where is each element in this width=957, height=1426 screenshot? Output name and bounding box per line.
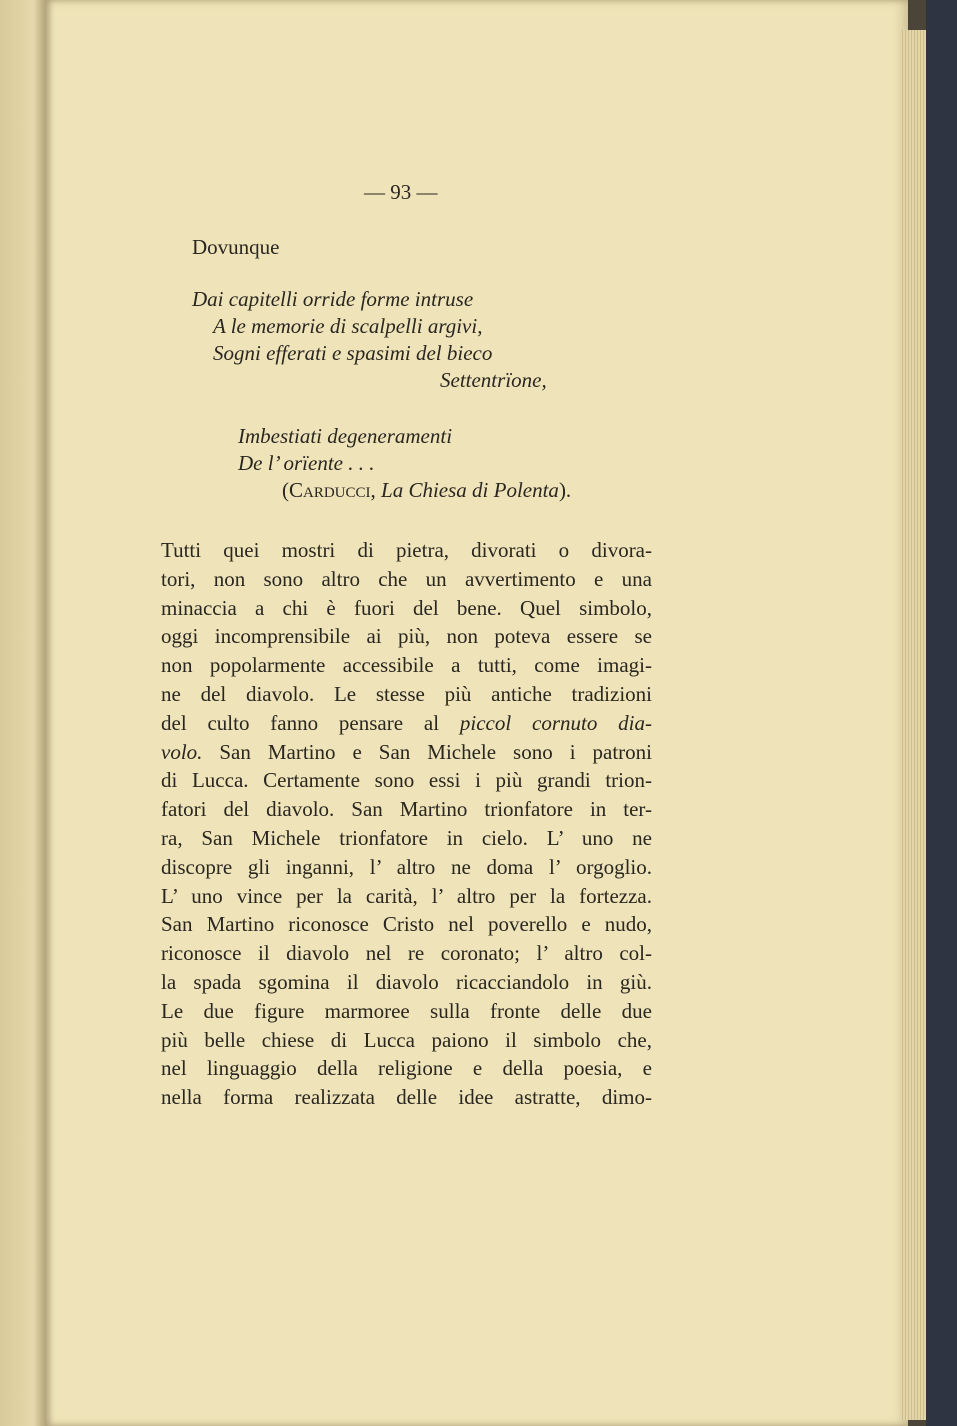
citation-paren: ( [282,478,289,502]
body-line [161,1056,652,1080]
body-line [161,624,652,648]
text-segment: Le due figure marmoree sulla fronte delle due [161,998,652,1023]
text-segment: minaccia a chi è fuori del bene. Quel simbolo, [161,595,652,620]
body-line [161,884,652,908]
poem-line: Imbestiati degeneramenti [238,424,453,448]
body-line [161,653,652,677]
text-segment: di Lucca. Certamente sono essi i più grandi trion- [161,768,652,793]
text-segment: riconosce il diavolo nel re coronato; l’ altro col- [161,941,652,966]
body-line [161,797,652,821]
body-line [161,740,652,764]
text-segment: discopre gli inganni, l’ altro ne doma l’ orgoglio. [161,854,652,879]
text-segment: tori, non sono altro che un avvertimento e una [161,566,652,591]
citation-title: La Chiesa di Polenta [381,478,559,502]
italic-text: piccol cornuto dia- [459,710,652,735]
body-line [161,826,652,850]
body-line [161,970,652,994]
citation-author: Carducci [289,478,371,502]
poem-line: A le memorie di scalpelli argivi, [213,314,483,338]
text-segment: ne del diavolo. Le stesse più antiche tradizioni [161,682,652,706]
text-segment: del culto fanno pensare al [161,710,460,735]
text-segment: L’ uno vince per la carità, l’ altro per la fortezza. [161,883,652,908]
text-segment: oggi incomprensibile ai più, non poteva essere se [161,624,652,649]
body-line [161,1028,652,1052]
page-number: — 93 — [364,180,438,204]
body-line [161,567,652,591]
body-line [161,596,652,620]
background-strip [926,0,957,1426]
text-segment: la spada sgomina il diavolo ricacciandolo in giù. [161,970,652,994]
italic-text: volo. [161,739,203,764]
page-stack-edge [900,30,926,1420]
text-segment: più belle chiese di Lucca paiono il simbolo che, [161,1027,652,1052]
intro-word: Dovunque [192,235,280,259]
poem-line: De l’ orïente . . . [238,451,375,475]
previous-page-edge [0,0,48,1426]
body-line [161,538,652,562]
body-line [161,768,652,792]
text-segment: fatori del diavolo. San Martino trionfatore in ter- [161,797,652,822]
text-segment: non popolarmente accessibile a tutti, come imagi- [161,653,652,678]
body-line [161,912,652,936]
text-segment: ra, San Michele trionfatore in cielo. L’ uno ne [161,826,652,850]
body-line [161,1085,652,1109]
body-line [161,711,652,735]
body-line [161,855,652,879]
citation [282,478,571,503]
poem-line: Sogni efferati e spasimi del bieco [213,341,493,365]
citation-close: ). [558,478,572,502]
text-segment: Tutti quei mostri di pietra, divorati o divora- [161,538,652,562]
text-segment: San Martino e San Michele sono i patroni [202,739,652,764]
text-segment: San Martino riconosce Cristo nel poverello e nudo, [161,912,652,937]
poem-line: Dai capitelli orride forme intruse [192,287,474,311]
text-segment: nella forma realizzata delle idee astratte, dimo- [161,1085,652,1110]
text-segment: nel linguaggio della religione e della poesia, e [161,1056,652,1081]
body-line [161,941,652,965]
citation-separator: , [370,478,382,502]
body-line [161,682,652,706]
poem-line: Settentrïone, [440,368,547,392]
body-line [161,999,652,1023]
